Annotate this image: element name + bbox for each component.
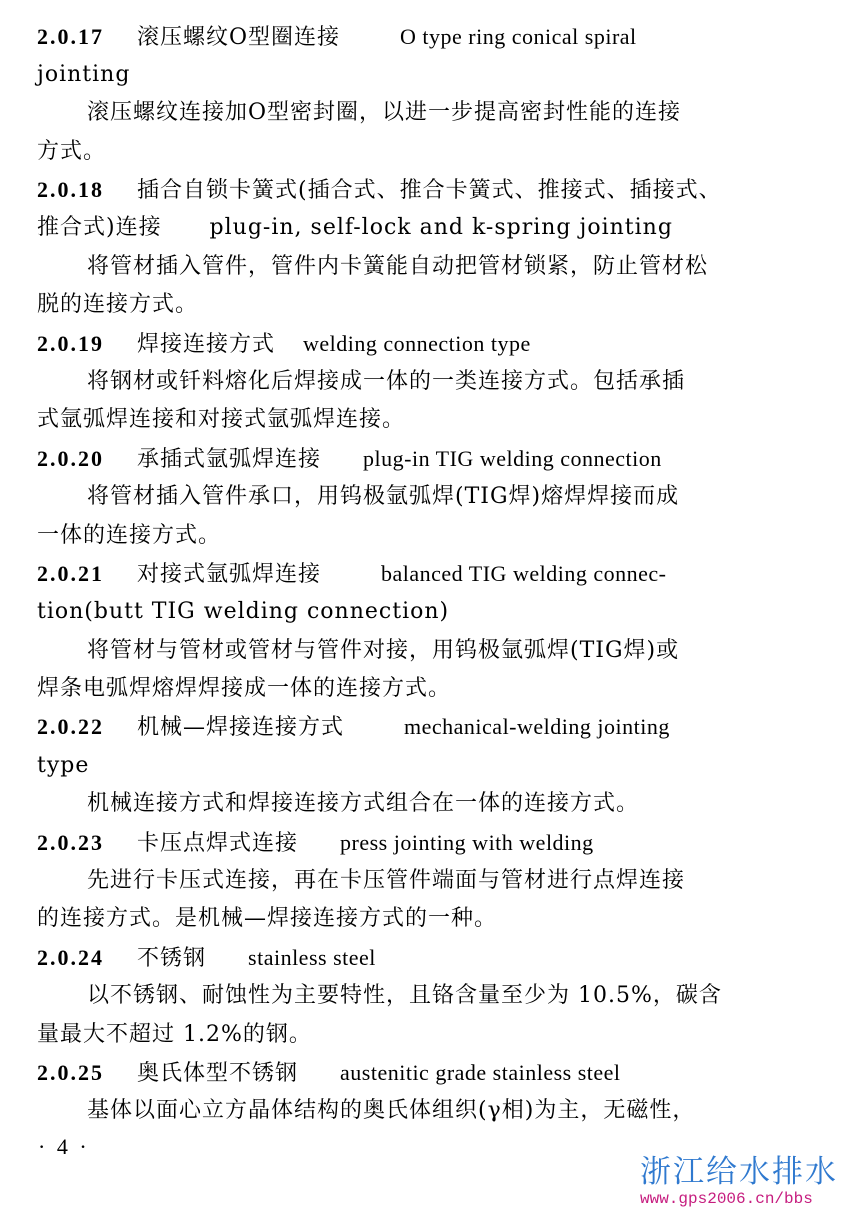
term-heading [37,1058,747,1089]
text-line: 脱的连接方式。 [37,292,199,317]
term-chinese: 承插式氩弧焊连接 [137,447,322,472]
term-english: stainless steel [248,945,376,970]
definition-line: 将管材与管材或管材与管件对接，用钨极氩弧焊(TIG焊)或 [87,638,680,663]
text-line: 式氩弧焊连接和对接式氩弧焊连接。 [37,407,406,432]
term-chinese: 不锈钢 [137,946,207,971]
term-heading [37,943,747,974]
text-line: 一体的连接方式。 [37,523,222,548]
term-chinese: 插合自锁卡簧式(插合式、推合卡簧式、推接式、插接式、 [137,178,722,203]
definition-line: 将管材插入管件承口，用钨极氩弧焊(TIG焊)熔焊焊接而成 [87,484,680,509]
term-english: balanced TIG welding connec- [381,561,667,586]
term-heading [37,559,747,590]
definition-line: 滚压螺纹连接加O型密封圈，以进一步提高密封性能的连接 [87,100,682,125]
term-heading [37,828,747,859]
definition-line: 先进行卡压式连接，再在卡压管件端面与管材进行点焊连接 [87,868,686,893]
page-number: · 4 · [38,1134,90,1159]
term-number: 2.0.20 [37,446,104,471]
term-number: 2.0.23 [37,830,104,855]
term-number: 2.0.22 [37,714,104,739]
text-line: jointing [37,62,131,87]
term-heading [37,22,747,53]
watermark-logo-text: 浙江给水排水 [640,1154,838,1190]
term-number: 2.0.24 [37,945,104,970]
site-watermark [640,1154,838,1208]
term-chinese: 滚压螺纹O型圈连接 [137,25,341,50]
definition-line: 机械连接方式和焊接连接方式组合在一体的连接方式。 [87,791,640,816]
term-chinese: 卡压点焊式连接 [137,831,299,856]
term-chinese: 机械—焊接连接方式 [137,715,345,740]
text-line: 推合式)连接 plug-in, self-lock and k-spring jointing [37,215,673,240]
text-line: 方式。 [37,139,107,164]
term-heading [37,444,747,475]
term-chinese: 奥氏体型不锈钢 [137,1061,299,1086]
term-english: O type ring conical spiral [400,24,637,49]
term-english: plug-in TIG welding connection [363,446,662,471]
term-english: welding connection type [303,331,531,356]
definition-line: 将钢材或钎料熔化后焊接成一体的一类连接方式。包括承插 [87,369,686,394]
definition-line: 以不锈钢、耐蚀性为主要特性，且铬含量至少为 10.5%，碳含 [87,983,722,1008]
text-line: 量最大不超过 1.2%的钢。 [37,1022,312,1047]
term-number: 2.0.18 [37,177,104,202]
definition-line: 将管材插入管件，管件内卡簧能自动把管材锁紧，防止管材松 [87,254,709,279]
term-number: 2.0.19 [37,331,104,356]
term-heading [37,175,747,206]
text-line: 焊条电弧焊熔焊焊接成一体的连接方式。 [37,676,452,701]
text-line: type [37,753,90,778]
term-number: 2.0.17 [37,24,104,49]
term-chinese: 对接式氩弧焊连接 [137,562,322,587]
term-english: austenitic grade stainless steel [340,1060,621,1085]
term-english: mechanical-welding jointing [404,714,670,739]
watermark-url: www.gps2006.cn/bbs [640,1190,813,1208]
term-number: 2.0.25 [37,1060,104,1085]
definition-line: 基体以面心立方晶体结构的奥氏体组织(γ相)为主，无磁性， [87,1098,696,1123]
text-line: tion(butt TIG welding connection) [37,599,450,624]
term-heading [37,712,747,743]
term-heading [37,329,747,360]
term-chinese: 焊接连接方式 [137,332,276,357]
term-number: 2.0.21 [37,561,104,586]
term-english: press jointing with welding [340,830,594,855]
text-line: 的连接方式。是机械—焊接连接方式的一种。 [37,906,498,931]
